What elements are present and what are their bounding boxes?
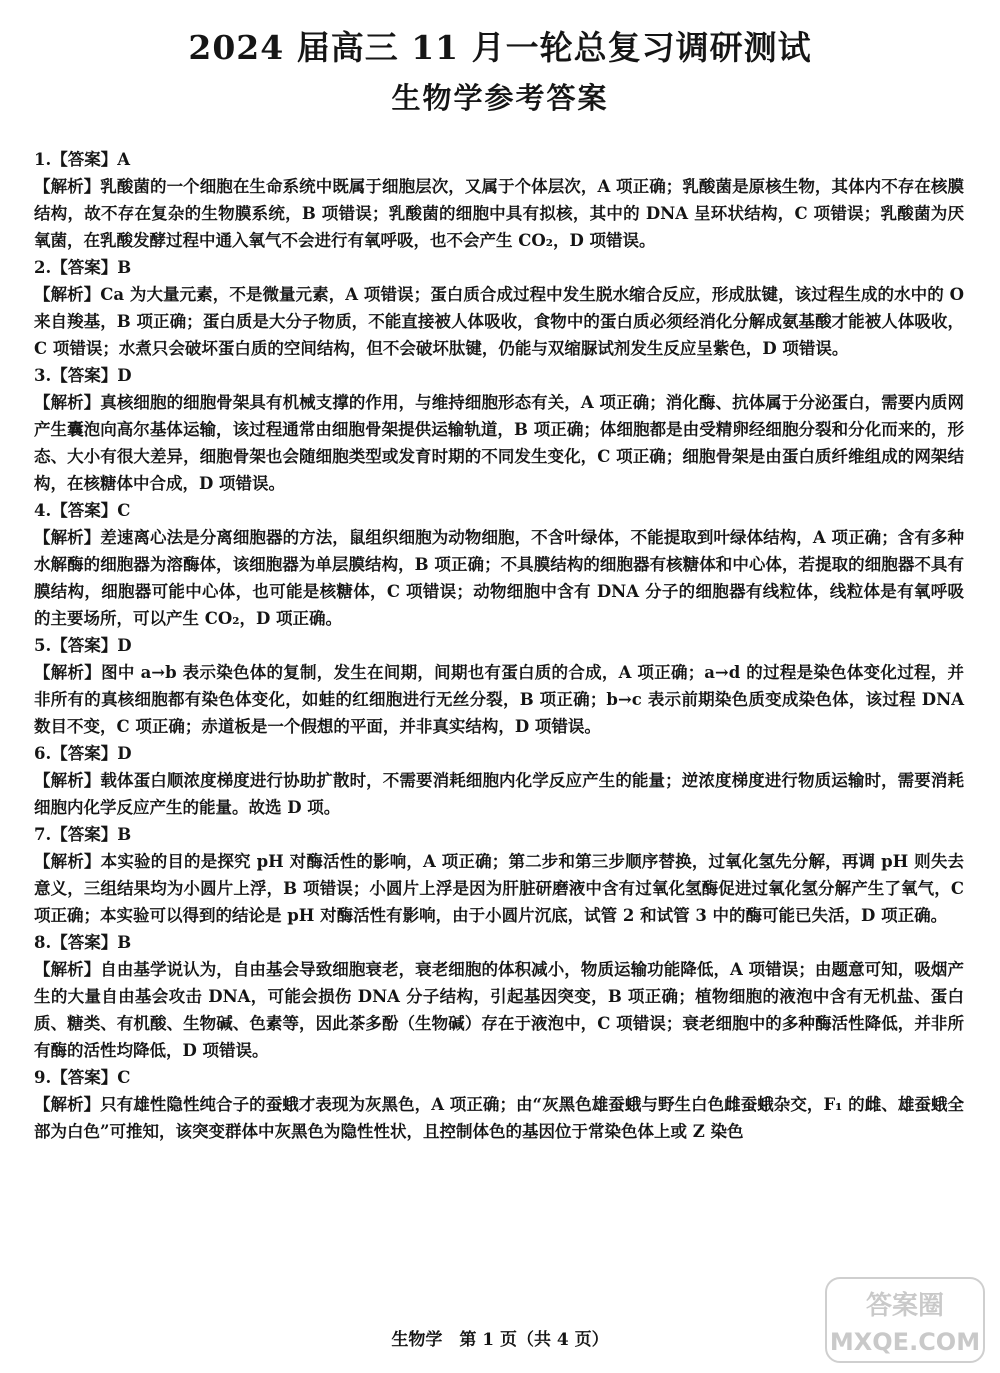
answer-line: 4.【答案】C (34, 501, 131, 520)
answer-line: 1.【答案】A (34, 150, 131, 169)
question-5 (34, 632, 964, 740)
answer-list (34, 146, 964, 1145)
watermark-logo (820, 1272, 990, 1368)
answer-line: 3.【答案】D (34, 366, 132, 385)
question-7 (34, 821, 964, 929)
answer-line: 9.【答案】C (34, 1068, 131, 1087)
question-8 (34, 929, 964, 1064)
question-9 (34, 1064, 964, 1145)
explanation: 【解析】真核细胞的细胞骨架具有机械支撑的作用，与维持细胞形态有关，A 项正确；消化酶、抗体属于分泌蛋白，需要内质网产生囊泡向高尔基体运输，该过程通常由细胞骨架提供运输轨道，B 项正确；体细胞都是由受精卵经细胞分裂和分化而来的，形态、大小有很大差异，细胞骨架也会随细胞类型或发育时期的不同发生变化，C 项正确；细胞骨架是由蛋白质纤维组成的网架结构，在核糖体中合成，D 项错误。 (34, 393, 964, 493)
explanation: 【解析】Ca 为大量元素，不是微量元素，A 项错误；蛋白质合成过程中发生脱水缩合反应，形成肽键，该过程生成的水中的 O 来自羧基，B 项正确；蛋白质是大分子物质，不能直接被人体吸收，食物中的蛋白质必须经消化分解成氨基酸才能被人体吸收，C 项错误；水煮只会破坏蛋白质的空间结构，但不会破坏肽键，仍能与双缩脲试剂发生反应呈紫色，D 项错误。 (34, 285, 964, 358)
watermark-bottom-text: MXQE.COM (829, 1328, 981, 1356)
explanation: 【解析】乳酸菌的一个细胞在生命系统中既属于细胞层次，又属于个体层次，A 项正确；乳酸菌是原核生物，其体内不存在核膜结构，故不存在复杂的生物膜系统，B 项错误；乳酸菌的细胞中具有拟核，其中的 DNA 呈环状结构，C 项错误；乳酸菌为厌氧菌，在乳酸发酵过程中通入氧气不会进行有氧呼吸，也不会产生 CO₂，D 项错误。 (34, 177, 964, 250)
document-title: 2024 届高三 11 月一轮总复习调研测试 (188, 28, 812, 67)
explanation: 【解析】差速离心法是分离细胞器的方法，鼠组织细胞为动物细胞，不含叶绿体，不能提取到叶绿体结构，A 项正确；含有多种水解酶的细胞器为溶酶体，该细胞器为单层膜结构，B 项正确；不具膜结构的细胞器有核糖体和中心体，若提取的细胞器不具有膜结构，细胞器可能中心体，也可能是核糖体，C 项错误；动物细胞中含有 DNA 分子的细胞器有线粒体，线粒体是有氧呼吸的主要场所，可以产生 CO₂，D 项正确。 (34, 528, 964, 628)
explanation: 【解析】本实验的目的是探究 pH 对酶活性的影响，A 项正确；第二步和第三步顺序替换，过氧化氢先分解，再调 pH 则失去意义，三组结果均为小圆片上浮，B 项错误；小圆片上浮是因为肝脏研磨液中含有过氧化氢酶促进过氧化氢分解产生了氧气，C 项正确；本实验可以得到的结论是 pH 对酶活性有影响，由于小圆片沉底，试管 2 和试管 3 中的酶可能已失活，D 项正确。 (34, 852, 964, 925)
question-6 (34, 740, 964, 821)
page-footer: 生物学 第 1 页（共 4 页） (391, 1330, 609, 1350)
question-2 (34, 254, 964, 362)
question-4 (34, 497, 964, 632)
document-subtitle: 生物学参考答案 (391, 81, 609, 115)
answer-line: 7.【答案】B (34, 825, 132, 844)
answer-line: 2.【答案】B (34, 258, 132, 277)
question-3 (34, 362, 964, 497)
explanation: 【解析】载体蛋白顺浓度梯度进行协助扩散时，不需要消耗细胞内化学反应产生的能量；逆浓度梯度进行物质运输时，需要消耗细胞内化学反应产生的能量。故选 D 项。 (34, 771, 964, 817)
explanation: 【解析】自由基学说认为，自由基会导致细胞衰老，衰老细胞的体积减小，物质运输功能降低，A 项错误；由题意可知，吸烟产生的大量自由基会攻击 DNA，可能会损伤 DNA 分子结构，引起基因突变，B 项正确；植物细胞的液泡中含有无机盐、蛋白质、糖类、有机酸、生物碱、色素等，因此茶多酚（生物碱）存在于液泡中，C 项错误；衰老细胞中的多种酶活性降低，并非所有酶的活性均降低，D 项错误。 (34, 960, 964, 1060)
answer-line: 5.【答案】D (34, 636, 132, 655)
watermark-top-text: 答案圈 (865, 1291, 945, 1321)
question-1 (34, 146, 964, 254)
answer-line: 6.【答案】D (34, 744, 132, 763)
answer-line: 8.【答案】B (34, 933, 132, 952)
explanation: 【解析】图中 a→b 表示染色体的复制，发生在间期，间期也有蛋白质的合成，A 项正确；a→d 的过程是染色体变化过程，并非所有的真核细胞都有染色体变化，如蛙的红细胞进行无丝分裂，B 项正确；b→c 表示前期染色质变成染色体，该过程 DNA 数目不变，C 项正确；赤道板是一个假想的平面，并非真实结构，D 项错误。 (34, 663, 964, 736)
explanation: 【解析】只有雄性隐性纯合子的蚕蛾才表现为灰黑色，A 项正确；由“灰黑色雄蚕蛾与野生白色雌蚕蛾杂交，F₁ 的雌、雄蚕蛾全部为白色”可推知，该突变群体中灰黑色为隐性性状，且控制体色的基因位于常染色体上或 Z 染色 (34, 1095, 964, 1141)
